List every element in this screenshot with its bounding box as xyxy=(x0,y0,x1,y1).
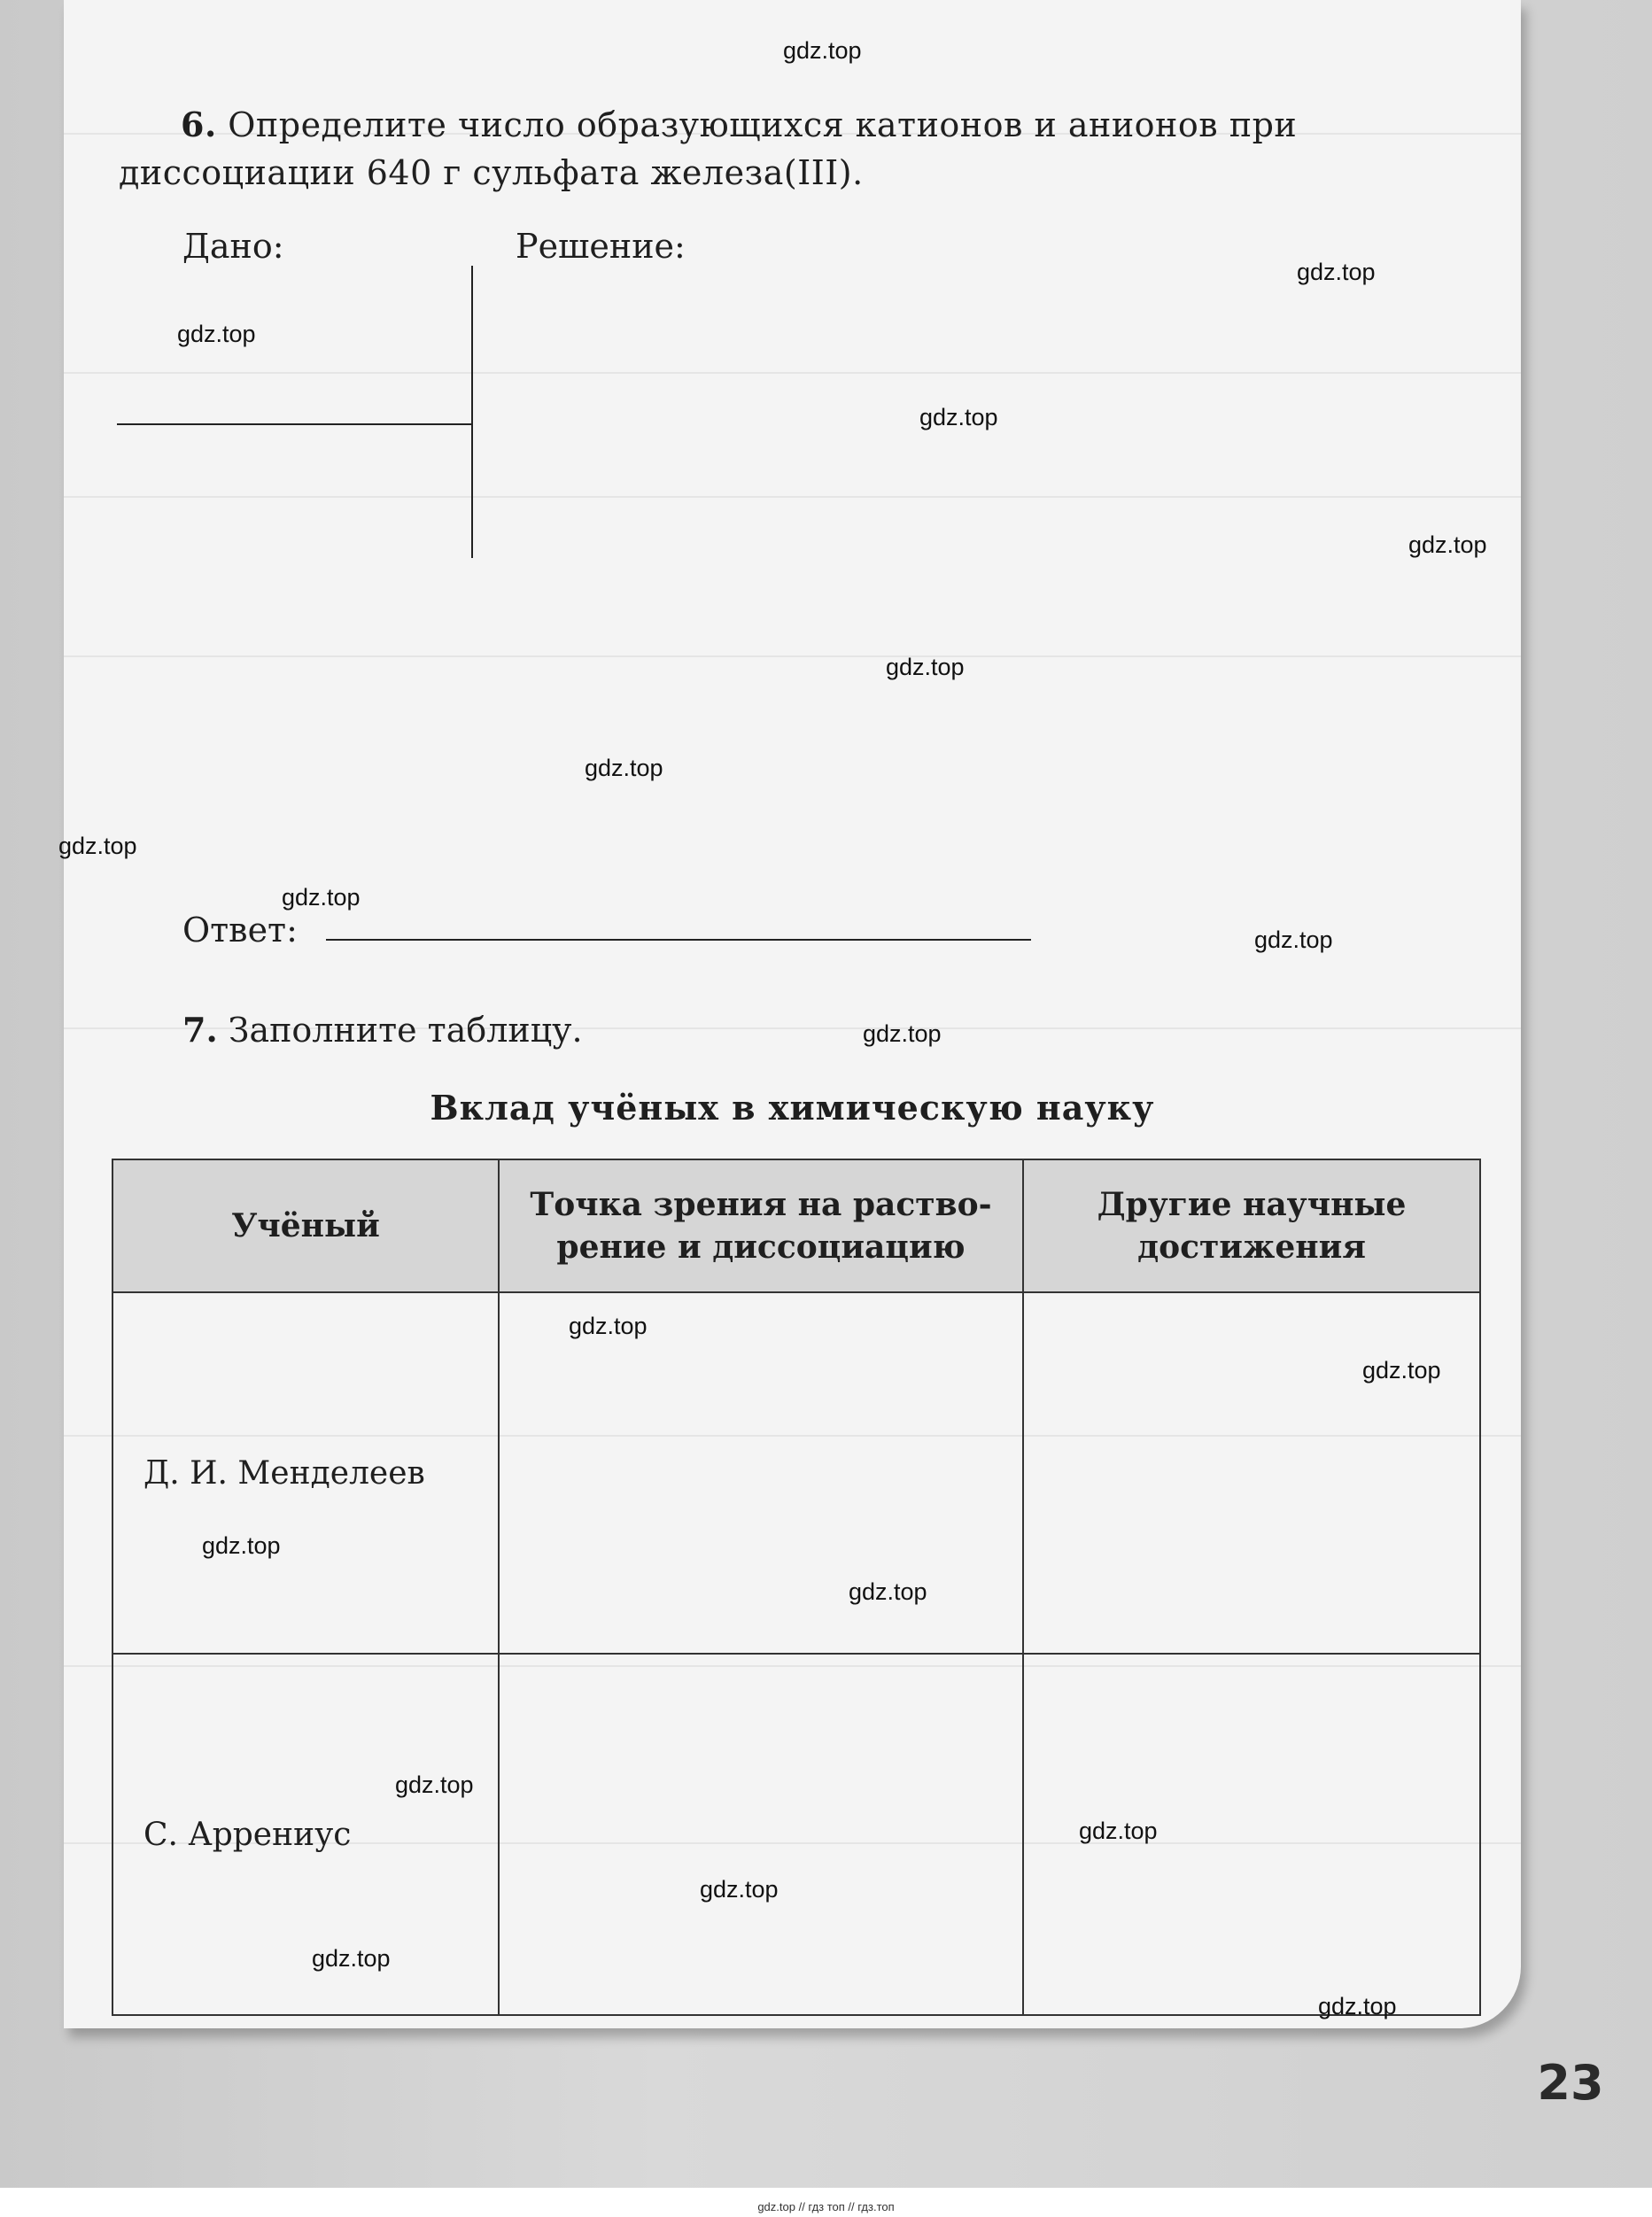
task-7-heading xyxy=(182,1010,583,1050)
table-row xyxy=(112,1292,1480,1654)
watermark: gdz.top xyxy=(395,1771,474,1798)
watermark: gdz.top xyxy=(863,1020,942,1047)
watermark: gdz.top xyxy=(177,321,256,347)
answer-line[interactable] xyxy=(326,939,1031,941)
watermark: gdz.top xyxy=(569,1313,648,1339)
watermark: gdz.top xyxy=(312,1945,391,1972)
given-label: Дано: xyxy=(182,227,284,266)
bottom-site-link[interactable]: gdz.top // гдз топ // гдз.топ xyxy=(757,2200,895,2213)
header-scientist: Учёный xyxy=(112,1159,499,1292)
watermark: gdz.top xyxy=(1362,1357,1441,1384)
header-achievements-line2: достижения xyxy=(1137,1229,1366,1266)
watermark: gdz.top xyxy=(1318,1993,1397,2019)
header-achievements-line1: Другие научные xyxy=(1097,1186,1407,1223)
scientist-cell: С. Аррениус xyxy=(112,1654,499,2015)
watermark: gdz.top xyxy=(202,1532,281,1559)
header-view xyxy=(499,1159,1023,1292)
watermark: gdz.top xyxy=(1254,926,1333,953)
task-7-text: Заполните таблицу. xyxy=(228,1011,583,1050)
table-header-row xyxy=(112,1159,1480,1292)
task-6-number: 6. xyxy=(181,105,217,144)
scientists-table xyxy=(112,1159,1481,2016)
scientist-cell: Д. И. Менделеев xyxy=(112,1292,499,1654)
task-7-number: 7. xyxy=(182,1010,218,1050)
watermark: gdz.top xyxy=(585,755,663,781)
header-view-line2: рение и диссоциацию xyxy=(556,1229,966,1266)
page-number: 23 xyxy=(1537,2055,1604,2111)
table-title: Вклад учёных в химическую науку xyxy=(430,1088,1155,1128)
watermark: gdz.top xyxy=(919,404,998,430)
watermark: gdz.top xyxy=(886,654,965,680)
view-cell[interactable] xyxy=(499,1654,1023,2015)
answer-label: Ответ: xyxy=(182,911,298,950)
given-divider-line xyxy=(117,423,471,425)
header-achievements xyxy=(1023,1159,1480,1292)
watermark: gdz.top xyxy=(783,37,862,64)
watermark: gdz.top xyxy=(700,1876,779,1903)
watermark: gdz.top xyxy=(1079,1818,1158,1844)
view-cell[interactable] xyxy=(499,1292,1023,1654)
task-6-text xyxy=(119,101,1474,197)
given-solution-separator xyxy=(471,266,473,558)
watermark: gdz.top xyxy=(1297,259,1376,285)
solution-label: Решение: xyxy=(516,227,686,266)
watermark: gdz.top xyxy=(282,884,361,911)
header-view-line1: Точка зрения на раство- xyxy=(530,1186,992,1223)
achievements-cell[interactable] xyxy=(1023,1292,1480,1654)
watermark: gdz.top xyxy=(1408,531,1487,558)
watermark: gdz.top xyxy=(58,833,137,859)
task-6-question: Определите число образующихся катионов и анионов при диссоциации 640 г сульфата железа(III). xyxy=(119,105,1298,192)
watermark: gdz.top xyxy=(849,1578,927,1605)
